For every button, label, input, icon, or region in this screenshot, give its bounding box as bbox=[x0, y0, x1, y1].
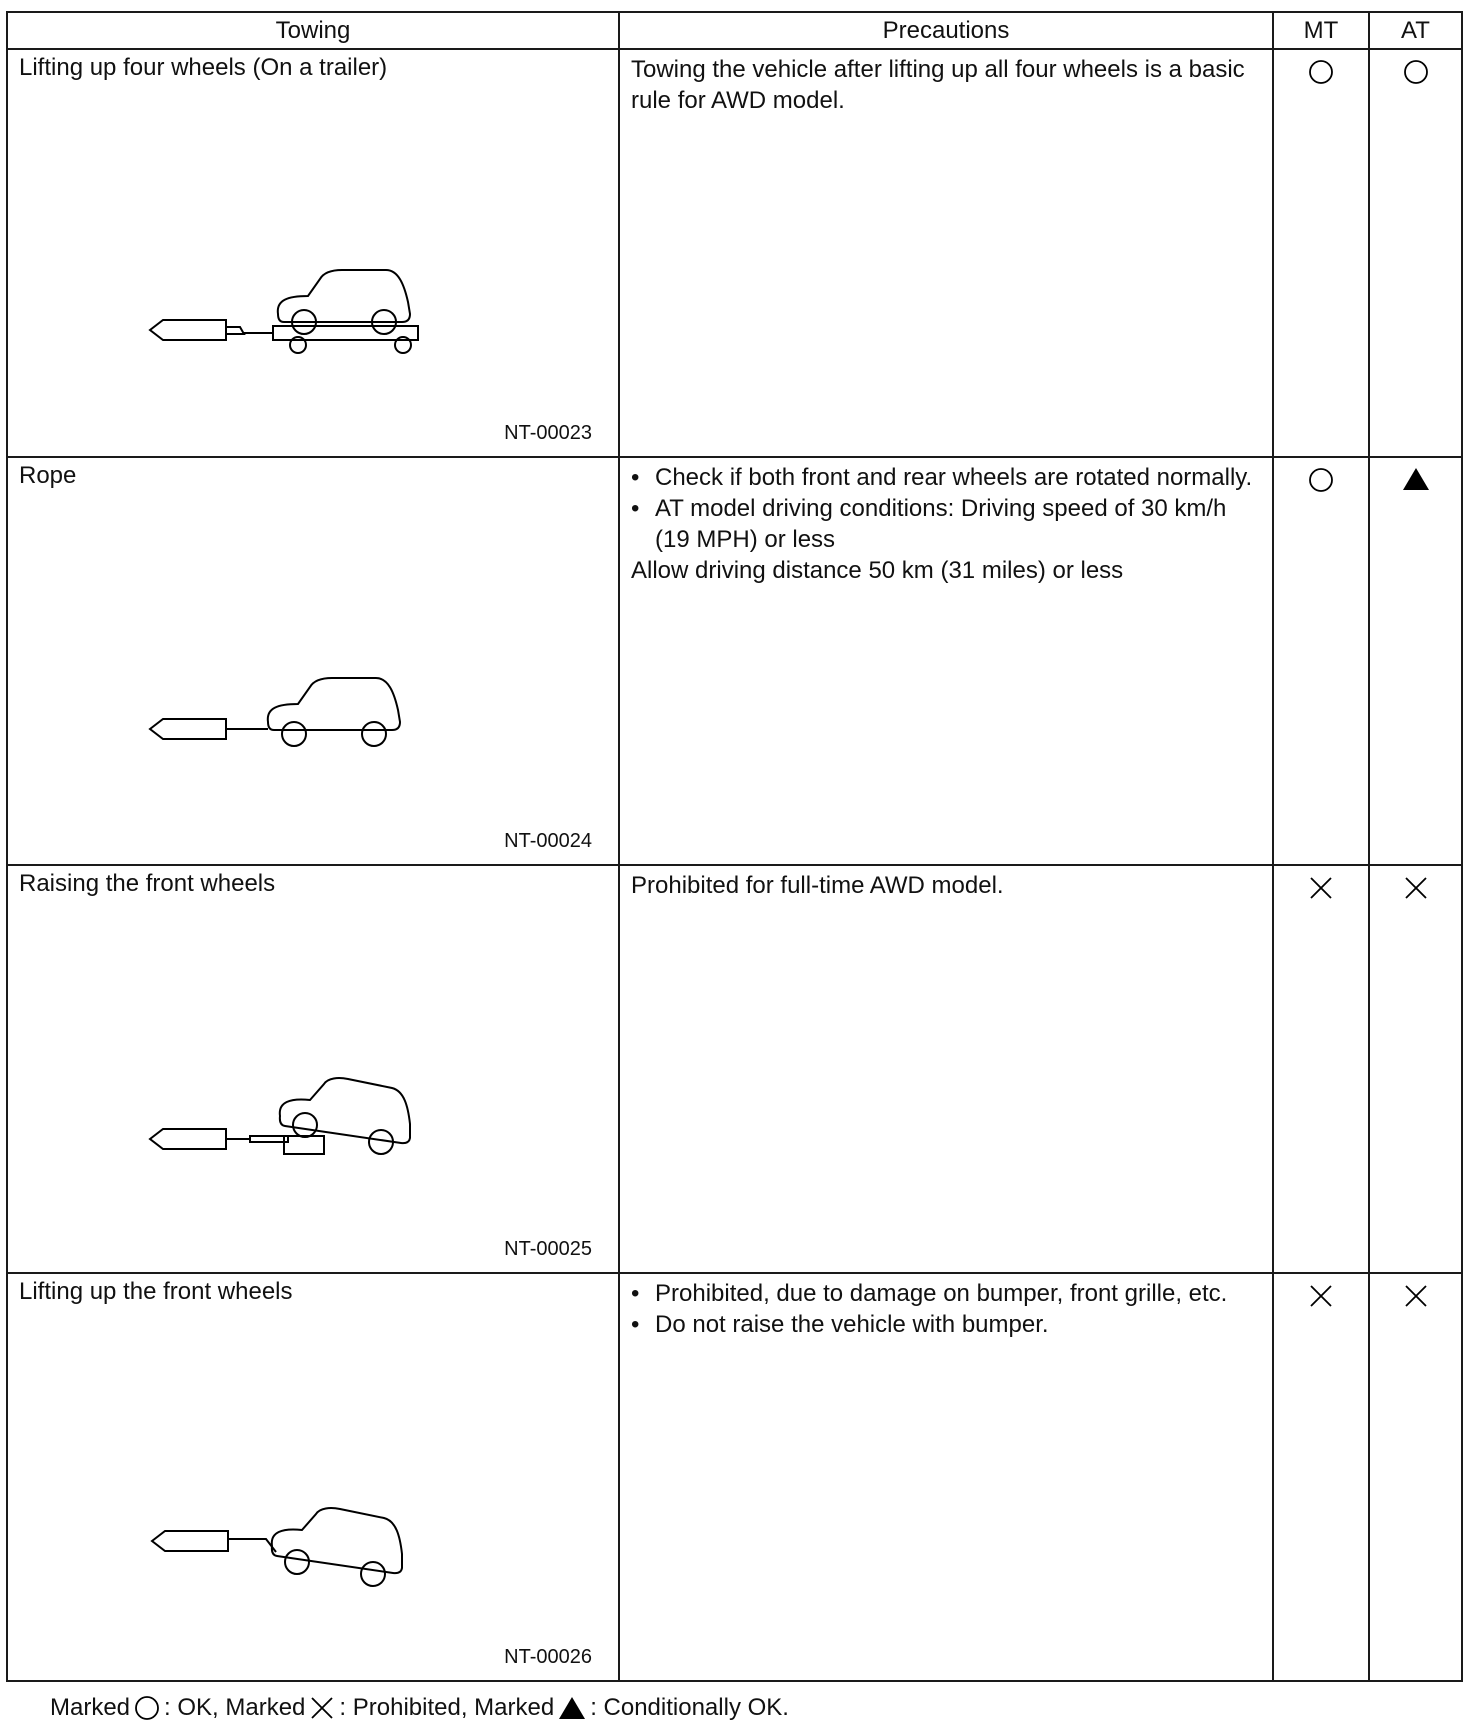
table-row bbox=[7, 865, 1462, 1273]
precaution-line: AT model driving conditions: Driving speed of 30 km/h (19 MPH) or less bbox=[655, 495, 1227, 553]
ok-circle-icon bbox=[1307, 466, 1335, 494]
ok-circle-icon bbox=[134, 1695, 160, 1721]
precaution-bullet bbox=[631, 462, 1262, 493]
towing-method-label: Raising the front wheels bbox=[19, 870, 276, 897]
prohibited-cross-icon bbox=[309, 1695, 335, 1721]
conditional-triangle-icon bbox=[1402, 466, 1430, 494]
rope-towing-figure bbox=[148, 638, 478, 778]
precaution-text: Allow driving distance 50 km (31 miles) or less bbox=[631, 557, 1124, 584]
header-row bbox=[7, 12, 1462, 49]
bullet-dot: • bbox=[631, 1280, 640, 1307]
towing-method-label: Rope bbox=[19, 462, 77, 489]
prohibited-cross-icon bbox=[1307, 1282, 1335, 1310]
figure-code: NT-00024 bbox=[504, 830, 592, 852]
prohibited-cross-icon bbox=[1402, 1282, 1430, 1310]
table-row bbox=[7, 49, 1462, 457]
precautions-cell bbox=[619, 49, 1273, 457]
at-mark-cell bbox=[1369, 49, 1462, 457]
figure-code: NT-00023 bbox=[504, 422, 592, 444]
at-mark-cell bbox=[1369, 457, 1462, 865]
precaution-text: Towing the vehicle after lifting up all four wheels is a basic rule for AWD model. bbox=[631, 56, 1245, 114]
towing-cell bbox=[7, 865, 619, 1273]
precautions-cell bbox=[619, 457, 1273, 865]
trailer-towing-figure bbox=[148, 230, 478, 370]
precaution-bullet bbox=[631, 1278, 1262, 1309]
precaution-line: Check if both front and rear wheels are rotated normally. bbox=[655, 464, 1253, 491]
bullet-dot: • bbox=[631, 495, 640, 522]
mt-mark-cell bbox=[1273, 457, 1369, 865]
table-row bbox=[7, 1273, 1462, 1681]
figure-code: NT-00025 bbox=[504, 1238, 592, 1260]
towing-cell bbox=[7, 49, 619, 457]
table-row bbox=[7, 457, 1462, 865]
mt-mark-cell bbox=[1273, 49, 1369, 457]
precaution-line: Prohibited, due to damage on bumper, front grille, etc. bbox=[655, 1280, 1228, 1307]
conditional-triangle-icon bbox=[558, 1695, 586, 1721]
mt-mark-cell bbox=[1273, 865, 1369, 1273]
prohibited-cross-icon bbox=[1402, 874, 1430, 902]
precaution-bullet bbox=[631, 1309, 1262, 1340]
towing-cell bbox=[7, 1273, 619, 1681]
bullet-dot: • bbox=[631, 464, 640, 491]
precaution-text: Prohibited for full-time AWD model. bbox=[631, 872, 1004, 899]
mt-mark-cell bbox=[1273, 1273, 1369, 1681]
bullet-dot: • bbox=[631, 1311, 640, 1338]
raised-front-towing-figure bbox=[148, 1046, 478, 1186]
lifted-front-towing-figure bbox=[148, 1454, 478, 1594]
header-mt: MT bbox=[1273, 12, 1369, 49]
legend bbox=[50, 1694, 789, 1722]
header-towing: Towing bbox=[7, 12, 619, 49]
legend-prohibited-text: : Prohibited, Marked bbox=[339, 1694, 555, 1721]
towing-method-label: Lifting up the front wheels bbox=[19, 1278, 293, 1305]
towing-method-label: Lifting up four wheels (On a trailer) bbox=[19, 54, 388, 81]
ok-circle-icon bbox=[1402, 58, 1430, 86]
at-mark-cell bbox=[1369, 865, 1462, 1273]
precaution-line: Do not raise the vehicle with bumper. bbox=[655, 1311, 1049, 1338]
precautions-cell bbox=[619, 1273, 1273, 1681]
precautions-cell bbox=[619, 865, 1273, 1273]
towing-cell bbox=[7, 457, 619, 865]
legend-conditional-text: : Conditionally OK. bbox=[590, 1694, 789, 1721]
towing-table bbox=[6, 11, 1463, 1682]
ok-circle-icon bbox=[1307, 58, 1335, 86]
header-at: AT bbox=[1369, 12, 1462, 49]
precaution-bullet bbox=[631, 493, 1262, 555]
prohibited-cross-icon bbox=[1307, 874, 1335, 902]
legend-prefix: Marked bbox=[50, 1694, 131, 1721]
header-precautions: Precautions bbox=[619, 12, 1273, 49]
at-mark-cell bbox=[1369, 1273, 1462, 1681]
figure-code: NT-00026 bbox=[504, 1646, 592, 1668]
legend-ok-text: : OK, Marked bbox=[164, 1694, 306, 1721]
